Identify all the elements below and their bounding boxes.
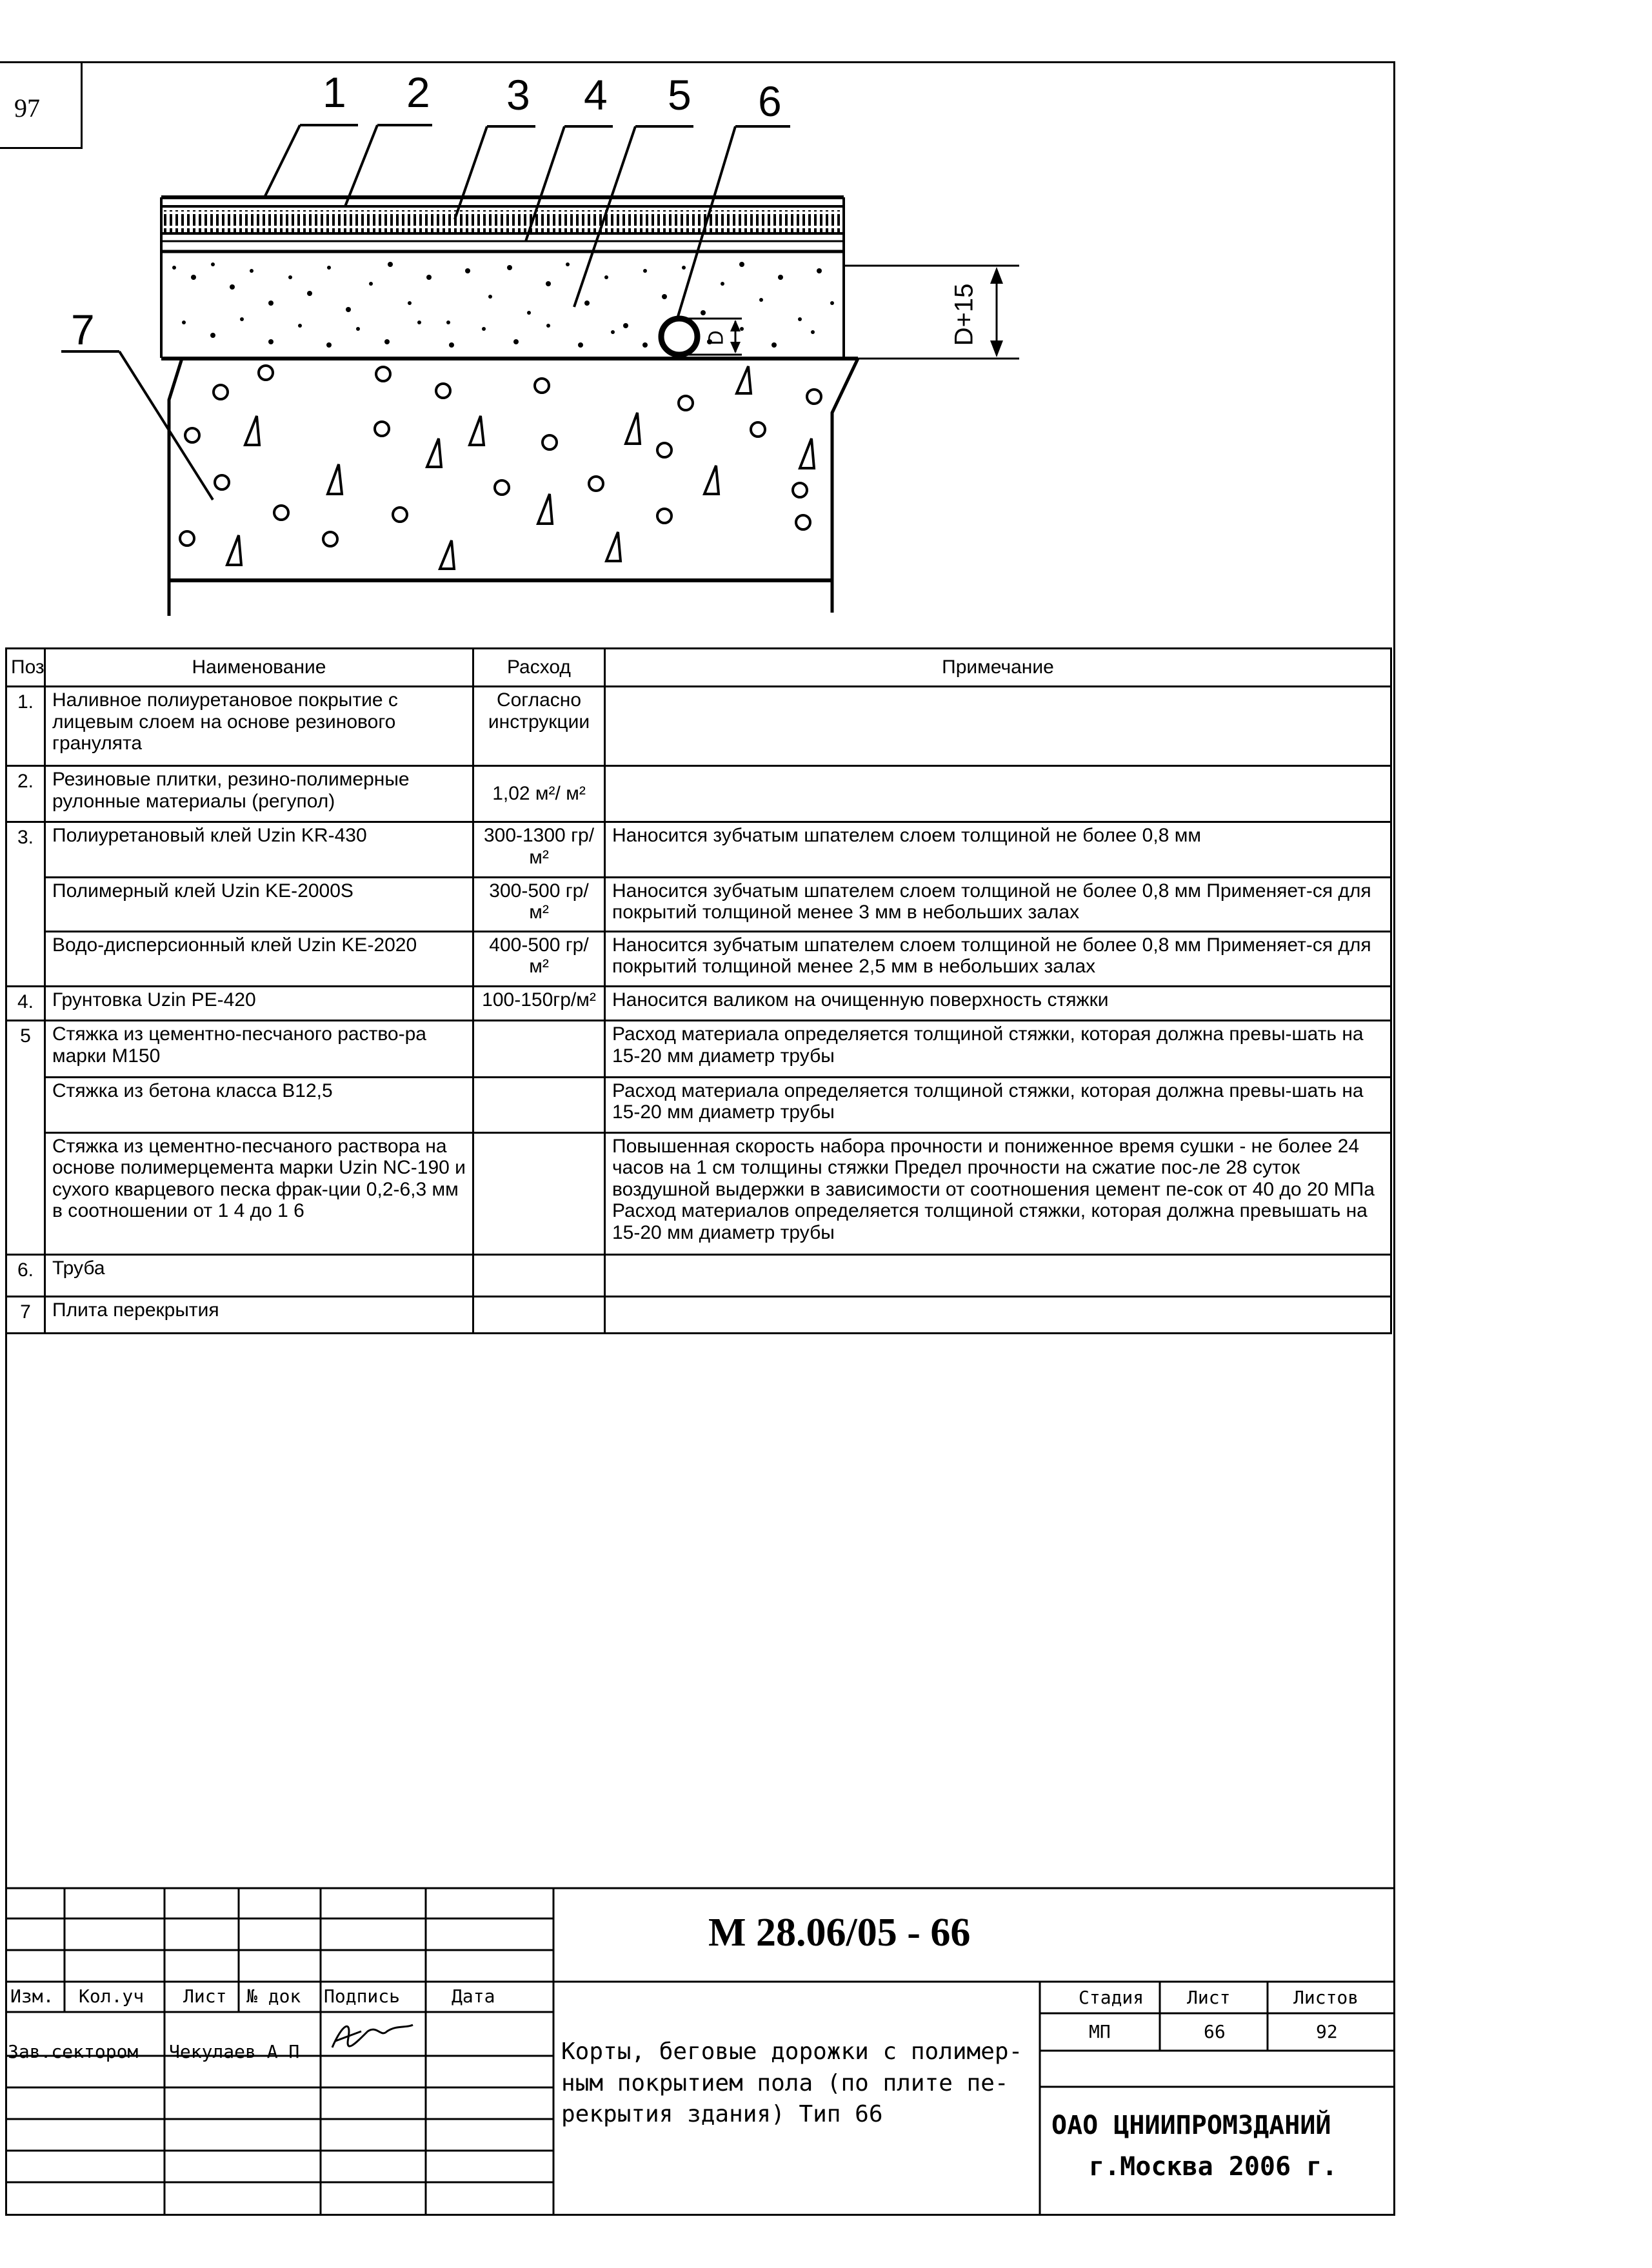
sheet-number: 97 bbox=[14, 94, 40, 123]
col-header-izm: Изм. bbox=[10, 1986, 54, 2007]
callout-3: 3 bbox=[506, 71, 530, 119]
drawing-description: Корты, беговые дорожки с полимер-ным покрытием пола (по плите пе-рекрытия здания) Тип 66 bbox=[561, 2038, 1023, 2128]
row-note: Расход материала определяется толщиной стяжки, которая должна превы-шать на 15-20 мм диаметр трубы bbox=[605, 1021, 1391, 1078]
header-pos: Поз bbox=[6, 649, 45, 687]
dim-total-label: D+15 bbox=[950, 283, 979, 346]
row-name: Полимерный клей Uzin KE-2000S bbox=[45, 877, 473, 931]
row-pos: 7 bbox=[6, 1297, 45, 1334]
row-name: Водо-дисперсионный клей Uzin KE-2020 bbox=[45, 931, 473, 987]
row-note: Расход материала определяется толщиной стяжки, которая должна превы-шать на 15-20 мм диаметр трубы bbox=[605, 1077, 1391, 1132]
row-consumption: 300-1300 гр/м² bbox=[473, 822, 605, 878]
row-pos: 5 bbox=[6, 1021, 45, 1078]
sheet-value: 66 bbox=[1204, 2021, 1226, 2042]
row-name: Труба bbox=[45, 1255, 473, 1297]
row-pos: 2. bbox=[6, 766, 45, 822]
sheet-label: Лист bbox=[1187, 1987, 1231, 2008]
row-pos: 4. bbox=[6, 987, 45, 1021]
callout-4: 4 bbox=[584, 71, 608, 119]
city-year: г.Москва 2006 г. bbox=[1089, 2152, 1338, 2182]
row-name: Наливное полиуретановое покрытие с лицевым слоем на основе резинового гранулята bbox=[45, 687, 473, 766]
col-header-list: Лист bbox=[183, 1986, 227, 2007]
header-consumption: Расход bbox=[473, 649, 605, 687]
row-name: Стяжка из бетона класса В12,5 bbox=[45, 1077, 473, 1132]
callout-6: 6 bbox=[758, 77, 782, 125]
col-header-podpis: Подпись bbox=[324, 1986, 401, 2007]
role-label: Зав.сектором bbox=[8, 2041, 139, 2062]
row-note: Наносится зубчатым шпателем слоем толщиной не более 0,8 мм Применяет-ся для покрытий толщиной менее 2,5 мм в небольших залах bbox=[605, 931, 1391, 987]
row-name: Стяжка из цементно-песчаного раство-ра марки М150 bbox=[45, 1021, 473, 1078]
row-consumption: 100-150гр/м² bbox=[473, 987, 605, 1021]
col-header-data: Дата bbox=[452, 1986, 495, 2007]
row-consumption: Согласно инструкции bbox=[473, 687, 605, 766]
row-pos: 3. bbox=[6, 822, 45, 878]
row-pos: 6. bbox=[6, 1255, 45, 1297]
row-consumption: 300-500 гр/м² bbox=[473, 877, 605, 931]
dim-pipe-label: D bbox=[704, 330, 728, 346]
col-header-ndok: № док bbox=[246, 1986, 301, 2007]
header-name: Наименование bbox=[45, 649, 473, 687]
row-consumption: 1,02 м²/ м² bbox=[473, 766, 605, 822]
callout-2: 2 bbox=[406, 68, 430, 116]
row-pos: 1. bbox=[6, 687, 45, 766]
row-name: Грунтовка Uzin PE-420 bbox=[45, 987, 473, 1021]
sheets-label: Листов bbox=[1293, 1987, 1359, 2008]
person-name: Чекулаев А П bbox=[169, 2041, 300, 2062]
col-header-kol: Кол.уч bbox=[79, 1986, 144, 2007]
row-name: Полиуретановый клей Uzin KR-430 bbox=[45, 822, 473, 878]
document-code: М 28.06/05 - 66 bbox=[708, 1911, 971, 1955]
sheets-value: 92 bbox=[1316, 2021, 1338, 2042]
row-note: Повышенная скорость набора прочности и пониженное время сушки - не более 24 часов на 1 см толщины стяжки Предел прочности на сжатие пос-ле 28 суток воздушной выдержки в зависимости от соотношения цемент пе-сок от 40 до 20 МПа Расход материалов определяется толщиной стяжки, которая должна превышать на 15-20 мм диаметр трубы bbox=[605, 1132, 1391, 1255]
header-note: Примечание bbox=[605, 649, 1391, 687]
row-note: Наносится зубчатым шпателем слоем толщиной не более 0,8 мм Применяет-ся для покрытий толщиной менее 3 мм в небольших залах bbox=[605, 877, 1391, 931]
stage-value: МП bbox=[1089, 2021, 1111, 2042]
row-consumption: 400-500 гр/м² bbox=[473, 931, 605, 987]
callout-1: 1 bbox=[323, 68, 346, 116]
callout-5: 5 bbox=[668, 71, 692, 119]
row-note: Наносится валиком на очищенную поверхность стяжки bbox=[605, 987, 1391, 1021]
row-name: Стяжка из цементно-песчаного раствора на основе полимерцемента марки Uzin NC-190 и сухого кварцевого песка фрак-ции 0,2-6,3 мм в соотношении от 1 4 до 1 6 bbox=[45, 1132, 473, 1255]
row-name: Плита перекрытия bbox=[45, 1297, 473, 1334]
organization: ОАО ЦНИИПРОМЗДАНИЙ bbox=[1051, 2111, 1331, 2140]
stage-label: Стадия bbox=[1079, 1987, 1144, 2008]
row-note: Наносится зубчатым шпателем слоем толщиной не более 0,8 мм bbox=[605, 822, 1391, 878]
row-name: Резиновые плитки, резино-полимерные рулонные материалы (регупол) bbox=[45, 766, 473, 822]
callout-7: 7 bbox=[71, 306, 95, 353]
